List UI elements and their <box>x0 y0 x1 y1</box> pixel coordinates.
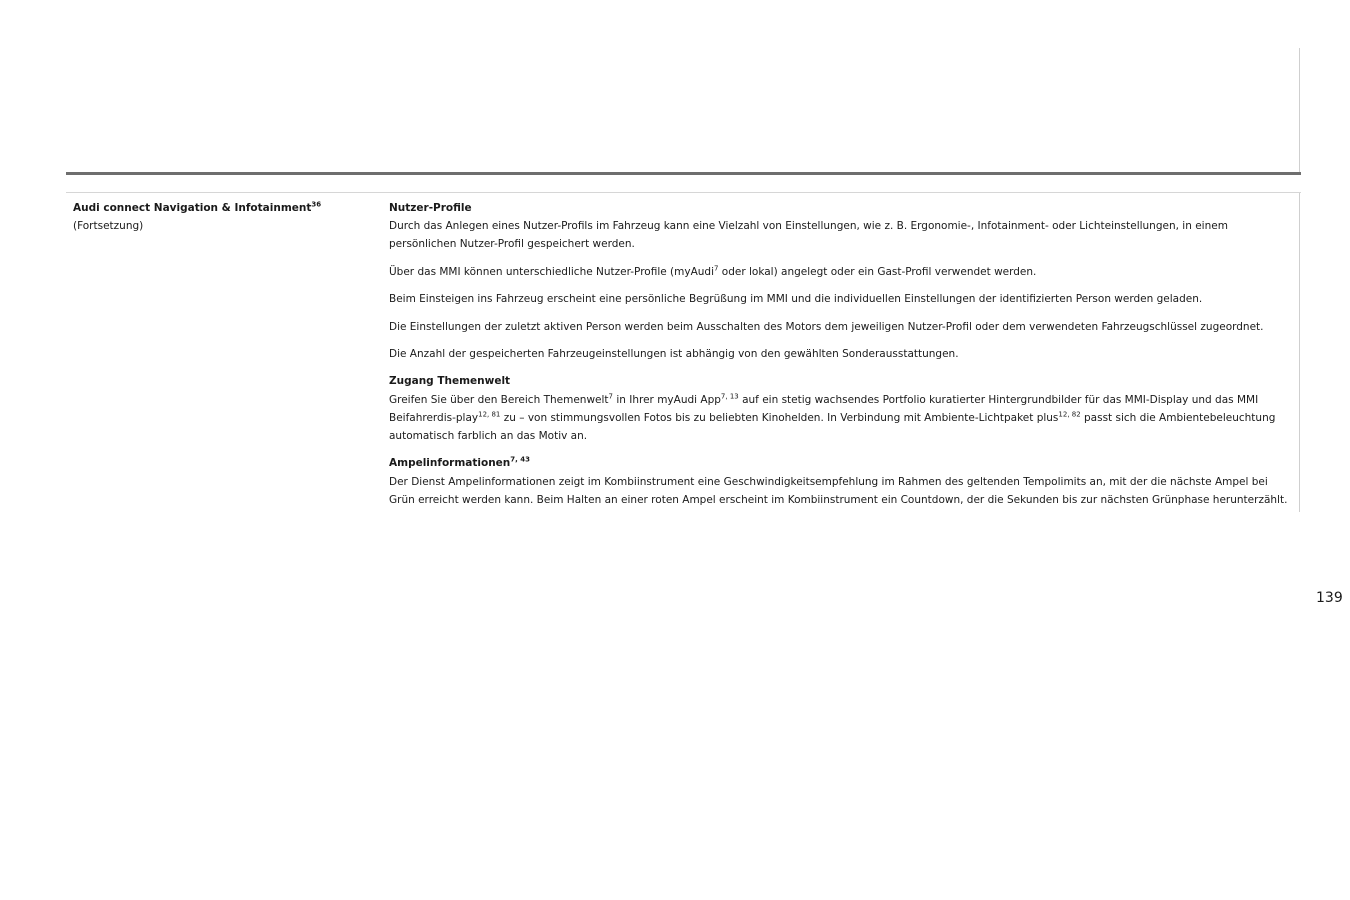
service-title <box>73 199 373 217</box>
service-title-footnote: 36 <box>311 200 322 209</box>
table-top-rule <box>66 192 1301 193</box>
themenwelt-text-5: passt sich die Ambientebeleuchtung automatisch farblich an das Motiv an. <box>389 411 1276 442</box>
left-column <box>73 199 373 235</box>
right-margin-rule-body <box>1299 193 1300 512</box>
themenwelt-text-3: auf ein stetig wachsendes Portfolio kuratierter Hintergrundbilder für das MMI-Display und das MMI Beifahrerdis-play <box>389 393 1259 424</box>
ampel-title-footnote: 7, 43 <box>510 455 530 464</box>
nutzer-profile-paragraph-1: Durch das Anlegen eines Nutzer-Profils im Fahrzeug kann eine Vielzahl von Einstellungen, wie z. B. Ergonomie-, Infotainment- oder Lichteinstellungen, in einem persönlichen Nutzer-Profil gespeichert werden. <box>389 220 1228 251</box>
nutzer-profile-title: Nutzer-Profile <box>389 202 472 214</box>
right-column <box>389 199 1293 518</box>
service-title-text: Audi connect Navigation & Infotainment <box>73 202 312 214</box>
themenwelt-footnote-2: 7, 13 <box>720 392 739 401</box>
nutzer-profile-p2-text-a: Über das MMI können unterschiedliche Nutzer-Profile (myAudi <box>389 265 714 278</box>
ampel-paragraph: Der Dienst Ampelinformationen zeigt im Kombiinstrument eine Geschwindigkeitsempfehlung im Rahmen des geltenden Tempolimits an, mit der die nächste Ampel bei Grün erreicht werden kann. Beim Halten an einer roten Ampel erscheint im Kombiinstrument ein Countdown, der die Sekunden bis zur nächsten Grünphase herunterzählt. <box>389 475 1288 506</box>
section-ampelinformationen <box>389 454 1293 509</box>
themenwelt-text-1: Greifen Sie über den Bereich Themenwelt <box>389 393 609 406</box>
nutzer-profile-p2-text-b: oder lokal) angelegt oder ein Gast-Profil verwendet werden. <box>718 265 1037 278</box>
themenwelt-paragraph <box>389 391 1293 446</box>
nutzer-profile-paragraph-5: Die Anzahl der gespeicherten Fahrzeugeinstellungen ist abhängig von den gewählten Sonderausstattungen. <box>389 347 959 360</box>
nutzer-profile-p2-footnote: 7 <box>714 264 719 273</box>
continuation-label: (Fortsetzung) <box>73 220 144 232</box>
right-margin-rule-top <box>1299 48 1300 174</box>
themenwelt-footnote-1: 7 <box>608 392 613 401</box>
nutzer-profile-paragraph-4: Die Einstellungen der zuletzt aktiven Person werden beim Ausschalten des Motors dem jeweiligen Nutzer-Profil oder dem verwendeten Fahrzeugschlüssel zugeordnet. <box>389 320 1264 333</box>
ampel-title-text: Ampelinformationen <box>389 457 511 470</box>
section-themenwelt <box>389 372 1293 445</box>
themenwelt-footnote-4: 12, 82 <box>1058 410 1081 419</box>
header-thick-rule <box>66 172 1301 175</box>
themenwelt-title: Zugang Themenwelt <box>389 375 511 388</box>
themenwelt-text-2: in Ihrer myAudi App <box>613 393 721 406</box>
page-number: 139 <box>1316 590 1343 606</box>
ampel-title <box>389 454 1293 472</box>
nutzer-profile-paragraph-2 <box>389 263 1293 281</box>
themenwelt-text-4: zu – von stimmungsvollen Fotos bis zu beliebten Kinohelden. In Verbindung mit Ambiente-Lichtpaket plus <box>500 411 1059 424</box>
themenwelt-footnote-3: 12, 81 <box>478 410 501 419</box>
section-nutzer-profile <box>389 199 1293 363</box>
nutzer-profile-paragraph-3: Beim Einsteigen ins Fahrzeug erscheint eine persönliche Begrüßung im MMI und die individuellen Einstellungen der identifizierten Person werden geladen. <box>389 293 1203 306</box>
